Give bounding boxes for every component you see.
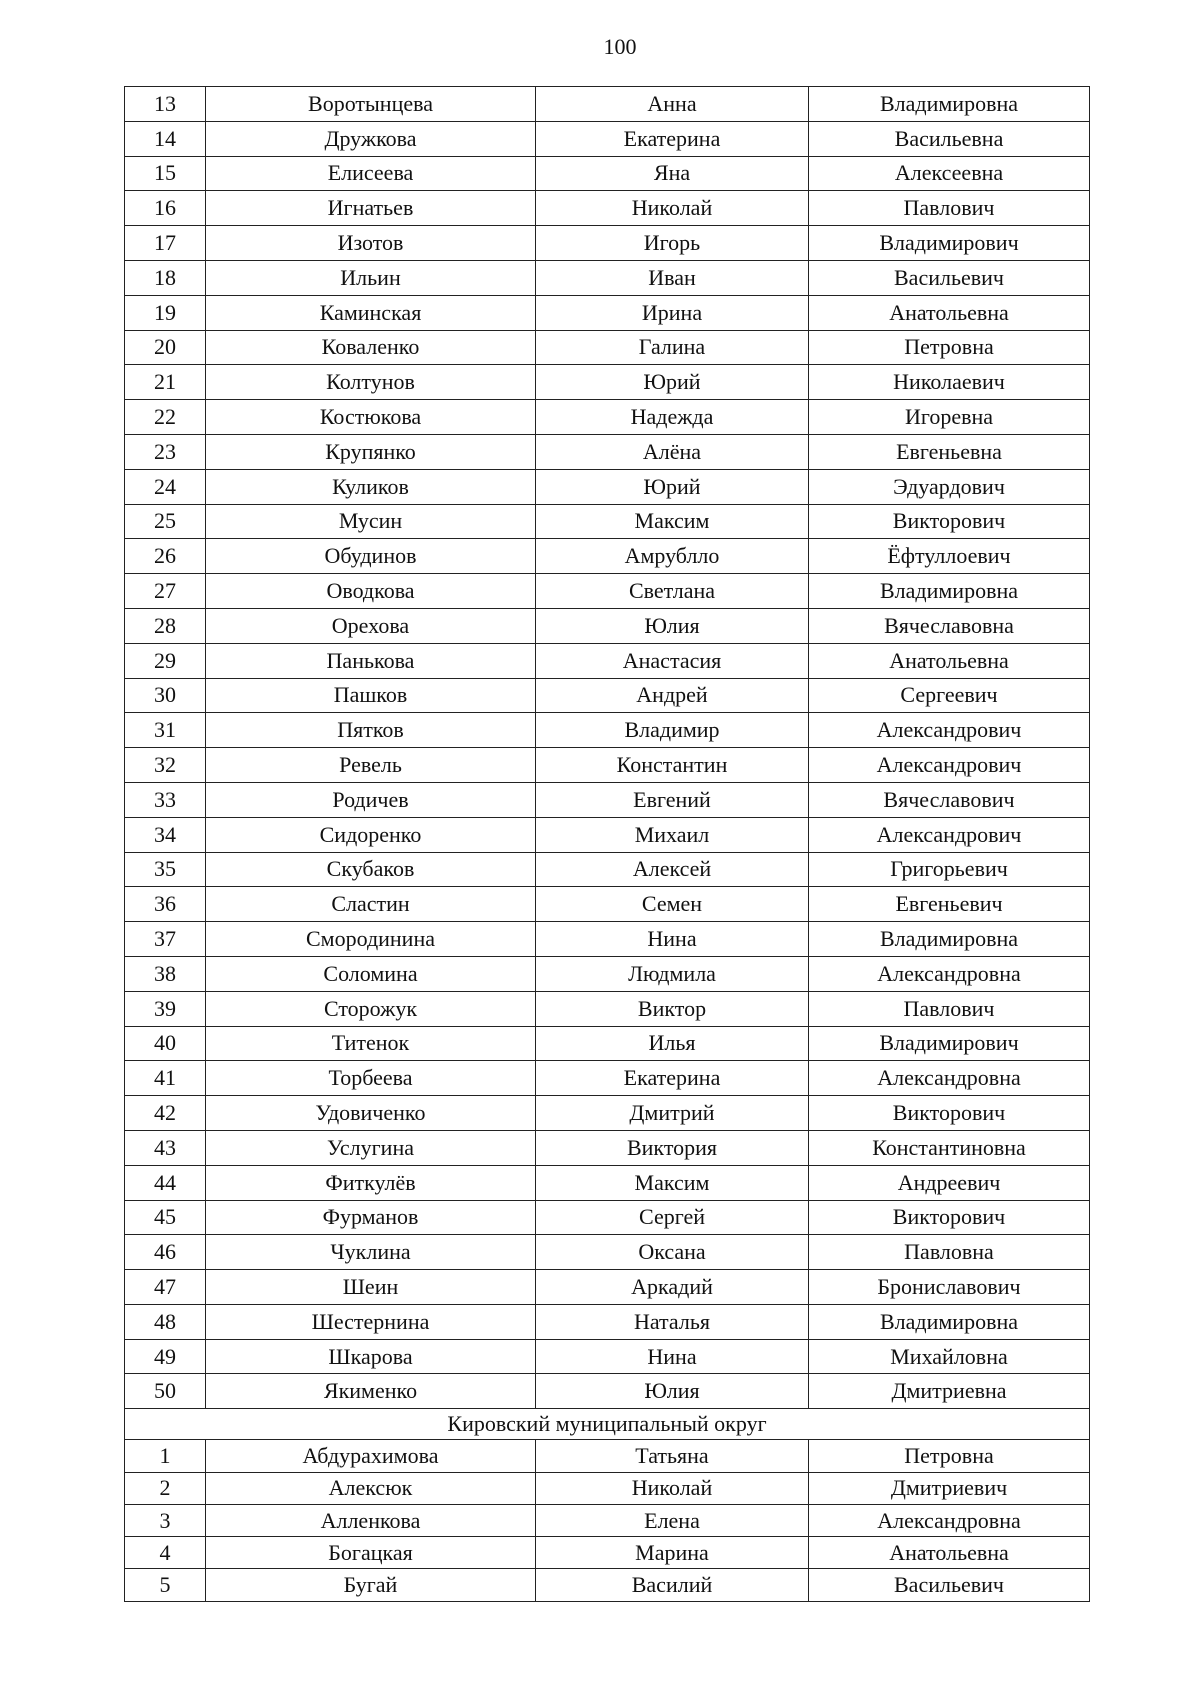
table-row [125, 1339, 1090, 1374]
last-name-cell: Пятков [206, 713, 536, 748]
row-number-cell: 1 [125, 1440, 206, 1472]
row-number-cell: 39 [125, 991, 206, 1026]
row-number-cell: 22 [125, 400, 206, 435]
patronymic-cell: Владимировна [809, 1304, 1090, 1339]
patronymic-cell: Константиновна [809, 1130, 1090, 1165]
table-row [125, 434, 1090, 469]
last-name-cell: Скубаков [206, 852, 536, 887]
patronymic-cell: Владимирович [809, 226, 1090, 261]
roster-body [125, 87, 1090, 1602]
row-number-cell: 29 [125, 643, 206, 678]
first-name-cell: Илья [536, 1026, 809, 1061]
patronymic-cell: Александровна [809, 956, 1090, 991]
patronymic-cell: Павлович [809, 991, 1090, 1026]
table-row [125, 400, 1090, 435]
patronymic-cell: Алексеевна [809, 156, 1090, 191]
patronymic-cell: Павловна [809, 1235, 1090, 1270]
first-name-cell: Нина [536, 922, 809, 957]
table-row [125, 643, 1090, 678]
table-row [125, 678, 1090, 713]
table-row [125, 1504, 1090, 1536]
patronymic-cell: Владимировна [809, 574, 1090, 609]
table-row [125, 817, 1090, 852]
row-number-cell: 43 [125, 1130, 206, 1165]
patronymic-cell: Владимировна [809, 922, 1090, 957]
last-name-cell: Торбеева [206, 1061, 536, 1096]
patronymic-cell: Владимировна [809, 87, 1090, 122]
row-number-cell: 48 [125, 1304, 206, 1339]
row-number-cell: 34 [125, 817, 206, 852]
table-row [125, 887, 1090, 922]
roster-table [124, 86, 1090, 1602]
first-name-cell: Екатерина [536, 1061, 809, 1096]
patronymic-cell: Павлович [809, 191, 1090, 226]
row-number-cell: 23 [125, 434, 206, 469]
first-name-cell: Татьяна [536, 1440, 809, 1472]
table-row [125, 87, 1090, 122]
last-name-cell: Титенок [206, 1026, 536, 1061]
last-name-cell: Обудинов [206, 539, 536, 574]
patronymic-cell: Эдуардович [809, 469, 1090, 504]
last-name-cell: Родичев [206, 782, 536, 817]
last-name-cell: Воротынцева [206, 87, 536, 122]
table-row [125, 1165, 1090, 1200]
row-number-cell: 28 [125, 608, 206, 643]
first-name-cell: Иван [536, 260, 809, 295]
table-row [125, 121, 1090, 156]
first-name-cell: Нина [536, 1339, 809, 1374]
table-row [125, 1270, 1090, 1305]
row-number-cell: 27 [125, 574, 206, 609]
first-name-cell: Михаил [536, 817, 809, 852]
last-name-cell: Орехова [206, 608, 536, 643]
first-name-cell: Максим [536, 1165, 809, 1200]
row-number-cell: 41 [125, 1061, 206, 1096]
table-row [125, 1569, 1090, 1601]
last-name-cell: Мусин [206, 504, 536, 539]
patronymic-cell: Николаевич [809, 365, 1090, 400]
table-row [125, 260, 1090, 295]
patronymic-cell: Васильевич [809, 260, 1090, 295]
first-name-cell: Евгений [536, 782, 809, 817]
row-number-cell: 20 [125, 330, 206, 365]
first-name-cell: Дмитрий [536, 1096, 809, 1131]
first-name-cell: Константин [536, 748, 809, 783]
last-name-cell: Якименко [206, 1374, 536, 1409]
patronymic-cell: Дмитриевич [809, 1472, 1090, 1504]
patronymic-cell: Михайловна [809, 1339, 1090, 1374]
table-row [125, 365, 1090, 400]
last-name-cell: Алексюк [206, 1472, 536, 1504]
row-number-cell: 47 [125, 1270, 206, 1305]
row-number-cell: 3 [125, 1504, 206, 1536]
row-number-cell: 31 [125, 713, 206, 748]
patronymic-cell: Петровна [809, 330, 1090, 365]
row-number-cell: 42 [125, 1096, 206, 1131]
first-name-cell: Юлия [536, 608, 809, 643]
first-name-cell: Ирина [536, 295, 809, 330]
first-name-cell: Оксана [536, 1235, 809, 1270]
first-name-cell: Аркадий [536, 1270, 809, 1305]
last-name-cell: Шестернина [206, 1304, 536, 1339]
last-name-cell: Сластин [206, 887, 536, 922]
last-name-cell: Бугай [206, 1569, 536, 1601]
table-row [125, 156, 1090, 191]
first-name-cell: Яна [536, 156, 809, 191]
patronymic-cell: Андреевич [809, 1165, 1090, 1200]
table-row [125, 713, 1090, 748]
last-name-cell: Крупянко [206, 434, 536, 469]
first-name-cell: Елена [536, 1504, 809, 1536]
table-row [125, 1200, 1090, 1235]
patronymic-cell: Петровна [809, 1440, 1090, 1472]
table-row [125, 1130, 1090, 1165]
patronymic-cell: Александрович [809, 817, 1090, 852]
row-number-cell: 46 [125, 1235, 206, 1270]
row-number-cell: 13 [125, 87, 206, 122]
first-name-cell: Юрий [536, 365, 809, 400]
first-name-cell: Сергей [536, 1200, 809, 1235]
first-name-cell: Юрий [536, 469, 809, 504]
last-name-cell: Фурманов [206, 1200, 536, 1235]
last-name-cell: Смородинина [206, 922, 536, 957]
patronymic-cell: Сергеевич [809, 678, 1090, 713]
patronymic-cell: Викторович [809, 1200, 1090, 1235]
last-name-cell: Коваленко [206, 330, 536, 365]
last-name-cell: Костюкова [206, 400, 536, 435]
table-row [125, 608, 1090, 643]
first-name-cell: Василий [536, 1569, 809, 1601]
row-number-cell: 35 [125, 852, 206, 887]
last-name-cell: Абдурахимова [206, 1440, 536, 1472]
row-number-cell: 25 [125, 504, 206, 539]
table-row [125, 922, 1090, 957]
first-name-cell: Наталья [536, 1304, 809, 1339]
table-row [125, 1061, 1090, 1096]
first-name-cell: Марина [536, 1537, 809, 1569]
patronymic-cell: Ёфтуллоевич [809, 539, 1090, 574]
last-name-cell: Куликов [206, 469, 536, 504]
table-row [125, 1440, 1090, 1472]
table-row [125, 191, 1090, 226]
row-number-cell: 38 [125, 956, 206, 991]
table-row [125, 295, 1090, 330]
last-name-cell: Сторожук [206, 991, 536, 1026]
first-name-cell: Галина [536, 330, 809, 365]
table-row [125, 539, 1090, 574]
first-name-cell: Виктория [536, 1130, 809, 1165]
section-title: Кировский муниципальный округ [125, 1409, 1090, 1440]
patronymic-cell: Анатольевна [809, 295, 1090, 330]
first-name-cell: Анна [536, 87, 809, 122]
last-name-cell: Пашков [206, 678, 536, 713]
page-number: 100 [603, 34, 637, 59]
table-row [125, 226, 1090, 261]
patronymic-cell: Викторович [809, 1096, 1090, 1131]
section-row [125, 1409, 1090, 1440]
table-row [125, 1096, 1090, 1131]
first-name-cell: Владимир [536, 713, 809, 748]
first-name-cell: Амрублло [536, 539, 809, 574]
row-number-cell: 26 [125, 539, 206, 574]
first-name-cell: Алексей [536, 852, 809, 887]
last-name-cell: Елисеева [206, 156, 536, 191]
first-name-cell: Семен [536, 887, 809, 922]
patronymic-cell: Александровна [809, 1504, 1090, 1536]
patronymic-cell: Вячеславовна [809, 608, 1090, 643]
last-name-cell: Чуклина [206, 1235, 536, 1270]
row-number-cell: 32 [125, 748, 206, 783]
table-row [125, 991, 1090, 1026]
row-number-cell: 30 [125, 678, 206, 713]
row-number-cell: 2 [125, 1472, 206, 1504]
first-name-cell: Виктор [536, 991, 809, 1026]
row-number-cell: 18 [125, 260, 206, 295]
first-name-cell: Анастасия [536, 643, 809, 678]
row-number-cell: 17 [125, 226, 206, 261]
row-number-cell: 16 [125, 191, 206, 226]
last-name-cell: Ревель [206, 748, 536, 783]
table-row [125, 330, 1090, 365]
row-number-cell: 50 [125, 1374, 206, 1409]
patronymic-cell: Вячеславович [809, 782, 1090, 817]
table-row [125, 1304, 1090, 1339]
patronymic-cell: Александрович [809, 713, 1090, 748]
last-name-cell: Игнатьев [206, 191, 536, 226]
last-name-cell: Каминская [206, 295, 536, 330]
patronymic-cell: Евгеньевна [809, 434, 1090, 469]
row-number-cell: 15 [125, 156, 206, 191]
table-row [125, 504, 1090, 539]
first-name-cell: Надежда [536, 400, 809, 435]
table-row [125, 574, 1090, 609]
patronymic-cell: Григорьевич [809, 852, 1090, 887]
table-row [125, 1374, 1090, 1409]
last-name-cell: Панькова [206, 643, 536, 678]
patronymic-cell: Брониславович [809, 1270, 1090, 1305]
last-name-cell: Богацкая [206, 1537, 536, 1569]
patronymic-cell: Анатольевна [809, 643, 1090, 678]
patronymic-cell: Дмитриевна [809, 1374, 1090, 1409]
row-number-cell: 14 [125, 121, 206, 156]
row-number-cell: 36 [125, 887, 206, 922]
patronymic-cell: Васильевна [809, 121, 1090, 156]
first-name-cell: Юлия [536, 1374, 809, 1409]
row-number-cell: 45 [125, 1200, 206, 1235]
first-name-cell: Николай [536, 191, 809, 226]
last-name-cell: Удовиченко [206, 1096, 536, 1131]
table-row [125, 1472, 1090, 1504]
first-name-cell: Алёна [536, 434, 809, 469]
first-name-cell: Игорь [536, 226, 809, 261]
row-number-cell: 40 [125, 1026, 206, 1061]
table-row [125, 1026, 1090, 1061]
patronymic-cell: Игоревна [809, 400, 1090, 435]
last-name-cell: Изотов [206, 226, 536, 261]
table-row [125, 956, 1090, 991]
first-name-cell: Екатерина [536, 121, 809, 156]
row-number-cell: 5 [125, 1569, 206, 1601]
row-number-cell: 44 [125, 1165, 206, 1200]
last-name-cell: Колтунов [206, 365, 536, 400]
row-number-cell: 19 [125, 295, 206, 330]
table-row [125, 782, 1090, 817]
patronymic-cell: Александрович [809, 748, 1090, 783]
last-name-cell: Услугина [206, 1130, 536, 1165]
last-name-cell: Шеин [206, 1270, 536, 1305]
table-row [125, 1537, 1090, 1569]
row-number-cell: 33 [125, 782, 206, 817]
patronymic-cell: Евгеньевич [809, 887, 1090, 922]
first-name-cell: Максим [536, 504, 809, 539]
row-number-cell: 24 [125, 469, 206, 504]
first-name-cell: Людмила [536, 956, 809, 991]
first-name-cell: Николай [536, 1472, 809, 1504]
last-name-cell: Ильин [206, 260, 536, 295]
table-row [125, 852, 1090, 887]
first-name-cell: Светлана [536, 574, 809, 609]
table-row [125, 748, 1090, 783]
last-name-cell: Шкарова [206, 1339, 536, 1374]
patronymic-cell: Анатольевна [809, 1537, 1090, 1569]
row-number-cell: 49 [125, 1339, 206, 1374]
table-row [125, 1235, 1090, 1270]
patronymic-cell: Васильевич [809, 1569, 1090, 1601]
last-name-cell: Соломина [206, 956, 536, 991]
patronymic-cell: Александровна [809, 1061, 1090, 1096]
last-name-cell: Алленкова [206, 1504, 536, 1536]
last-name-cell: Оводкова [206, 574, 536, 609]
last-name-cell: Фиткулёв [206, 1165, 536, 1200]
patronymic-cell: Викторович [809, 504, 1090, 539]
row-number-cell: 37 [125, 922, 206, 957]
last-name-cell: Сидоренко [206, 817, 536, 852]
row-number-cell: 4 [125, 1537, 206, 1569]
row-number-cell: 21 [125, 365, 206, 400]
first-name-cell: Андрей [536, 678, 809, 713]
patronymic-cell: Владимирович [809, 1026, 1090, 1061]
table-row [125, 469, 1090, 504]
last-name-cell: Дружкова [206, 121, 536, 156]
